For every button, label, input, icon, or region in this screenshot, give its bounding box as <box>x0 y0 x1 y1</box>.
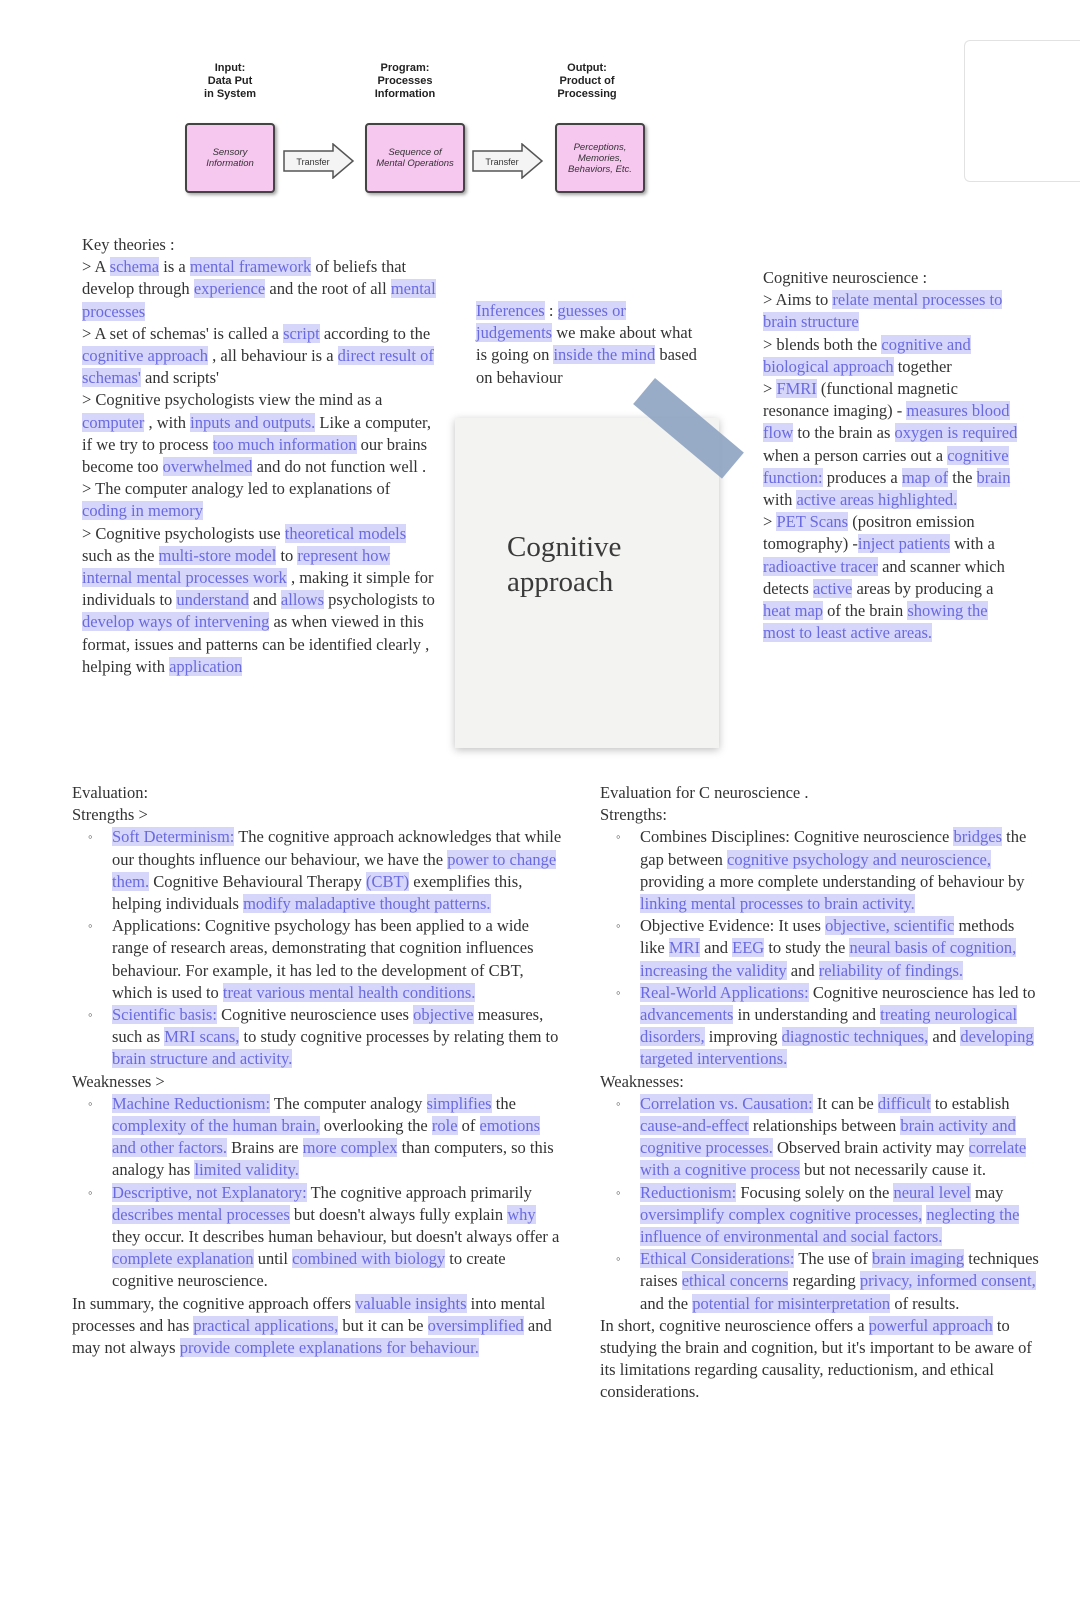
text-segment: It can be <box>812 1093 878 1113</box>
neuroscience-p2 <box>763 334 1021 378</box>
text-segment: > <box>763 512 777 532</box>
key-theories-p4 <box>82 478 438 522</box>
text-segment: the <box>948 467 977 487</box>
text-segment: Combines Disciplines: Cognitive neuroscience <box>640 827 954 847</box>
highlighted-text: computer <box>82 412 145 432</box>
text-segment: of beliefs that develop through <box>82 257 407 299</box>
text-segment: Cognitive Behavioural Therapy <box>149 871 367 891</box>
key-theories-section <box>82 234 438 678</box>
highlighted-text: simplifies <box>426 1093 492 1113</box>
page-corner-frame <box>964 40 1080 182</box>
list-item <box>640 982 1040 1071</box>
evaluation-weaknesses-list <box>72 1093 562 1293</box>
highlighted-text: too much information <box>212 434 357 454</box>
highlighted-text: diagnostic techniques, <box>781 1027 929 1047</box>
text-segment: but it can be <box>338 1315 428 1335</box>
highlighted-text: showing the most to least active areas. <box>763 601 988 643</box>
highlighted-text: coding in memory <box>82 501 203 521</box>
text-segment: exemplifies this, helping individuals <box>112 871 523 914</box>
evaluation-summary <box>72 1293 562 1360</box>
text-segment: : <box>544 301 558 320</box>
text-segment: as when viewed in this format, issues and patterns can be identified clearly , helping with <box>82 612 430 676</box>
text-segment: such as the <box>82 545 159 565</box>
neuroscience-p3 <box>763 378 1021 511</box>
highlighted-text: correlate with a cognitive process <box>640 1138 1027 1180</box>
key-theories-heading: Key theories : <box>82 235 175 254</box>
text-segment: , all behaviour is a <box>208 346 338 366</box>
highlighted-text: limited validity. <box>194 1160 299 1180</box>
text-segment: Cognitive neuroscience uses <box>216 1005 414 1025</box>
text-segment: to study the <box>764 938 850 958</box>
highlighted-text: neglecting the influence of environmental and social factors. <box>640 1204 1020 1247</box>
text-segment: and <box>700 938 733 958</box>
text-segment: > The computer analogy led to explanations of <box>82 479 391 499</box>
text-segment: The use of <box>794 1249 873 1269</box>
list-item <box>112 1093 562 1182</box>
highlighted-text: power to change them. <box>112 849 557 891</box>
highlighted-text: MRI scans, <box>164 1027 240 1047</box>
text-segment: , with <box>144 412 191 432</box>
text-segment: and scanner which detects <box>763 556 1005 598</box>
highlighted-text: objective, scientific <box>825 916 955 936</box>
text-segment: psychologists to <box>324 590 435 610</box>
text-segment: when a person carries out a <box>763 445 948 465</box>
highlighted-text: EEG <box>732 938 765 958</box>
list-item <box>640 1093 1040 1182</box>
highlighted-text: understand <box>176 590 249 610</box>
highlighted-text: brain imaging <box>872 1249 965 1269</box>
neuro-evaluation-heading: Evaluation for C neuroscience . <box>600 783 809 802</box>
text-segment: regarding <box>788 1271 860 1291</box>
text-segment: according to the <box>319 323 431 343</box>
highlighted-text: relate mental processes to brain structure <box>763 290 1003 332</box>
text-segment: of the brain <box>823 601 908 621</box>
note-card <box>455 418 719 748</box>
text-segment: of results. <box>890 1293 960 1313</box>
highlighted-text: schema <box>109 257 160 277</box>
highlighted-text: inside the mind <box>553 345 656 365</box>
text-segment: methods like <box>640 916 1015 958</box>
highlighted-text: develop ways of intervening <box>82 612 270 632</box>
text-segment: Like a computer, if we try to process <box>82 412 432 454</box>
text-segment: Objective Evidence: It uses <box>640 916 826 936</box>
note-card-title-line2: approach <box>507 566 614 598</box>
text-segment: areas by producing a <box>852 578 994 598</box>
text-segment: > blends both the <box>763 334 882 354</box>
text-segment: (positron emission tomography) - <box>763 512 975 554</box>
key-theories-p3 <box>82 389 438 478</box>
text-segment: and may not always <box>72 1315 552 1358</box>
text-segment: with <box>763 490 797 510</box>
text-segment: the <box>491 1093 516 1113</box>
highlighted-text: modify maladaptive thought patterns. <box>243 894 491 914</box>
neuro-evaluation-summary <box>600 1315 1040 1404</box>
diagram-box-perceptions: Perceptions, Memories, Behaviors, Etc. <box>555 123 645 193</box>
text-segment: > Aims to <box>763 290 833 310</box>
text-segment: Cognitive neuroscience has led to <box>808 982 1036 1002</box>
evaluation-heading: Evaluation: <box>72 783 149 802</box>
highlighted-text: inject patients <box>857 534 950 554</box>
list-item <box>112 1004 562 1071</box>
highlighted-text: difficult <box>877 1093 931 1113</box>
text-segment: but not necessarily cause it. <box>799 1160 986 1180</box>
text-segment: The cognitive approach acknowledges that while our thoughts influence our behaviour, we have the <box>112 827 562 869</box>
highlighted-text: cognitive function: <box>763 445 1009 487</box>
highlighted-text: oversimplify complex cognitive processes, <box>640 1204 923 1224</box>
highlighted-text: neural level <box>893 1182 971 1202</box>
text-segment: they occur. It describes human behaviour, but doesn't always offer a <box>112 1227 560 1247</box>
text-segment: Brains are <box>227 1138 303 1158</box>
highlighted-text: inputs and outputs. <box>190 412 316 432</box>
highlighted-text: overwhelmed <box>162 457 253 477</box>
text-segment: to create cognitive neuroscience. <box>112 1249 506 1291</box>
text-segment: and the <box>640 1293 693 1313</box>
highlighted-text: emotions and other factors. <box>112 1116 541 1158</box>
text-segment: , making it simple for individuals to <box>82 568 434 610</box>
text-segment: In summary, the cognitive approach offers <box>72 1293 356 1313</box>
highlighted-text: advancements <box>640 1005 734 1025</box>
highlighted-text: active areas highlighted. <box>796 490 958 510</box>
highlighted-text: increasing the validity <box>640 960 787 980</box>
highlighted-text: Inferences <box>476 301 545 320</box>
transfer-arrow-2 <box>472 143 544 179</box>
highlighted-text: brain structure and activity. <box>112 1049 293 1069</box>
highlighted-text: role <box>431 1116 458 1136</box>
highlighted-text: oversimplified <box>427 1315 524 1335</box>
highlighted-text: (CBT) <box>366 871 410 891</box>
highlighted-text: brain activity and cognitive processes. <box>640 1116 1016 1158</box>
list-item <box>640 1182 1040 1249</box>
highlighted-text: theoretical models <box>284 523 407 543</box>
highlighted-text: combined with biology <box>292 1249 446 1269</box>
text-segment: (functional magnetic resonance imaging) - <box>763 379 958 421</box>
highlighted-text: describes mental processes <box>112 1204 290 1224</box>
highlighted-text: Correlation vs. Causation: <box>640 1093 813 1113</box>
neuroscience-heading: Cognitive neuroscience : <box>763 268 928 287</box>
text-segment: Focusing solely on the <box>736 1182 894 1202</box>
list-item <box>112 915 562 1004</box>
diagram-header-output: Output: Product of Processing <box>557 62 617 100</box>
highlighted-text: mental framework <box>189 257 312 277</box>
highlighted-text: valuable insights <box>355 1293 467 1313</box>
text-segment: and <box>786 960 819 980</box>
highlighted-text: Machine Reductionism: <box>112 1093 271 1113</box>
highlighted-text: direct result of schemas' <box>82 346 434 388</box>
note-card-title <box>507 530 621 600</box>
highlighted-text: brain <box>976 467 1011 487</box>
text-segment: to studying the brain and cognition, but it's important to be aware of its limitations regarding causality, reductionism, and ethical considerations. <box>600 1315 1032 1402</box>
text-segment: The computer analogy <box>270 1093 427 1113</box>
highlighted-text: guesses or judgements <box>476 301 626 343</box>
text-segment: to <box>276 545 298 565</box>
list-item <box>640 826 1040 915</box>
highlighted-text: multi-store model <box>158 545 277 565</box>
text-segment: Applications: Cognitive psychology has been applied to a wide range of research areas, demonstrating that cognition influences behaviour. For example, it has led to the development of CBT, which is used to <box>112 916 534 1002</box>
highlighted-text: provide complete explanations for behaviour. <box>179 1338 479 1358</box>
highlighted-text: application <box>169 656 243 676</box>
highlighted-text: ethical concerns <box>681 1271 789 1291</box>
text-segment: and <box>248 590 281 610</box>
neuro-evaluation-strengths-list <box>600 826 1040 1070</box>
list-item <box>640 1248 1040 1315</box>
text-segment: until <box>253 1249 293 1269</box>
neuro-evaluation-section <box>600 782 1040 1404</box>
key-theories-p5 <box>82 523 438 678</box>
text-segment: the gap between <box>640 827 1027 869</box>
text-segment: of <box>457 1116 480 1136</box>
highlighted-text: Descriptive, not Explanatory: <box>112 1182 307 1202</box>
text-segment: to the brain as <box>793 423 895 443</box>
text-segment: measures, such as <box>112 1005 544 1047</box>
highlighted-text: why <box>507 1204 536 1224</box>
list-item <box>640 915 1040 982</box>
text-segment: > Cognitive psychologists use <box>82 523 285 543</box>
neuroscience-section <box>763 267 1021 644</box>
list-item <box>112 826 562 915</box>
key-theories-p1 <box>82 256 438 323</box>
text-segment: > A <box>82 257 110 277</box>
highlighted-text: reliability of findings. <box>818 960 964 980</box>
text-segment: and the root of all <box>265 279 391 299</box>
highlighted-text: Ethical Considerations: <box>640 1249 795 1269</box>
text-segment: than computers, so this analogy has <box>112 1138 554 1180</box>
text-segment: with a <box>949 534 995 554</box>
transfer-arrow-1-label: Transfer <box>296 157 330 167</box>
diagram-header-input: Input: Data Put in System <box>204 62 256 100</box>
diagram-box-operations: Sequence of Mental Operations <box>365 123 465 193</box>
highlighted-text: complete explanation <box>112 1249 254 1269</box>
text-segment: based on behaviour <box>476 345 697 387</box>
inferences-section <box>476 300 698 389</box>
highlighted-text: neural basis of cognition, <box>849 938 1017 958</box>
highlighted-text: cognitive and biological approach <box>763 334 971 376</box>
highlighted-text: measures blood flow <box>763 401 1010 443</box>
list-item <box>112 1182 562 1293</box>
diagram-header-program: Program: Processes Information <box>374 62 436 100</box>
text-segment: to study cognitive processes by relating them to <box>239 1027 559 1047</box>
neuro-evaluation-weaknesses-label: Weaknesses: <box>600 1071 684 1091</box>
text-segment: techniques raises <box>640 1249 1039 1291</box>
highlighted-text: practical applications, <box>193 1315 339 1335</box>
highlighted-text: represent how internal mental processes work <box>82 545 391 588</box>
highlighted-text: radioactive tracer <box>763 556 878 576</box>
text-segment: relationships between <box>748 1116 901 1136</box>
highlighted-text: Real-World Applications: <box>640 982 809 1002</box>
highlighted-text: oxygen is required <box>894 423 1018 443</box>
highlighted-text: objective <box>413 1005 474 1025</box>
highlighted-text: Reductionism: <box>640 1182 737 1202</box>
text-segment: together <box>893 356 952 376</box>
highlighted-text: complexity of the human brain, <box>112 1116 320 1136</box>
neuro-evaluation-strengths-label: Strengths: <box>600 805 667 825</box>
text-segment: Observed brain activity may <box>772 1138 969 1158</box>
text-segment: in understanding and <box>733 1005 881 1025</box>
evaluation-strengths-label: Strengths > <box>72 805 148 825</box>
highlighted-text: active <box>812 578 853 598</box>
neuro-evaluation-weaknesses-list <box>600 1093 1040 1315</box>
text-segment: providing a more complete understanding of behaviour by <box>640 871 1025 891</box>
highlighted-text: cause-and-effect <box>640 1116 749 1136</box>
neuroscience-p4 <box>763 511 1021 644</box>
text-segment: is a <box>159 257 190 277</box>
text-segment: The cognitive approach primarily <box>306 1182 532 1202</box>
highlighted-text: bridges <box>953 827 1003 847</box>
highlighted-text: powerful approach <box>868 1315 993 1335</box>
highlighted-text: PET Scans <box>776 512 849 532</box>
inferences-text <box>476 300 698 389</box>
text-segment: and scripts' <box>140 368 220 388</box>
highlighted-text: heat map <box>763 601 824 621</box>
highlighted-text: FMRI <box>776 379 817 399</box>
text-segment: and do not function well . <box>252 457 427 477</box>
text-segment: and <box>928 1027 961 1047</box>
highlighted-text: potential for misinterpretation <box>692 1293 891 1313</box>
highlighted-text: mental processes <box>82 279 436 321</box>
diagram-box-sensory: Sensory Information <box>185 123 275 193</box>
highlighted-text: allows <box>280 590 324 610</box>
highlighted-text: map of <box>901 467 949 487</box>
text-segment: In short, cognitive neuroscience offers a <box>600 1315 869 1335</box>
text-segment: > Cognitive psychologists view the mind as a <box>82 390 383 410</box>
transfer-arrow-1 <box>283 143 355 179</box>
key-theories-p2 <box>82 323 438 390</box>
highlighted-text: experience <box>193 279 266 299</box>
highlighted-text: developing targeted interventions. <box>640 1027 1034 1069</box>
highlighted-text: more complex <box>302 1138 398 1158</box>
note-card-title-line1: Cognitive <box>507 531 622 563</box>
text-segment: > A set of schemas' is called a <box>82 323 284 343</box>
text-segment: our brains become too <box>82 434 428 477</box>
neuroscience-p1 <box>763 289 1021 333</box>
highlighted-text: linking mental processes to brain activity. <box>640 894 915 914</box>
text-segment: > <box>763 379 777 399</box>
text-segment: produces a <box>822 467 902 487</box>
text-segment: but doesn't always fully explain <box>289 1204 508 1224</box>
transfer-arrow-2-label: Transfer <box>485 157 519 167</box>
text-segment: into mental processes and has <box>72 1293 546 1335</box>
text-segment: we make about what is going on <box>476 323 693 365</box>
text-segment: to establish <box>930 1093 1010 1113</box>
text-segment: may <box>970 1182 1004 1202</box>
evaluation-strengths-list <box>72 826 562 1070</box>
highlighted-text: MRI <box>668 938 701 958</box>
text-segment: improving <box>704 1027 782 1047</box>
highlighted-text: cognitive psychology and neuroscience, <box>727 849 991 869</box>
highlighted-text: cognitive approach <box>82 346 208 366</box>
evaluation-section <box>72 782 562 1359</box>
evaluation-weaknesses-label: Weaknesses > <box>72 1071 165 1091</box>
highlighted-text: script <box>283 323 320 343</box>
highlighted-text: treat various mental health conditions. <box>222 982 476 1002</box>
highlighted-text: treating neurological disorders, <box>640 1005 1018 1047</box>
text-segment: overlooking the <box>319 1116 432 1136</box>
highlighted-text: Soft Determinism: <box>112 827 235 847</box>
highlighted-text: privacy, informed consent, <box>859 1271 1036 1291</box>
highlighted-text: Scientific basis: <box>112 1005 217 1025</box>
